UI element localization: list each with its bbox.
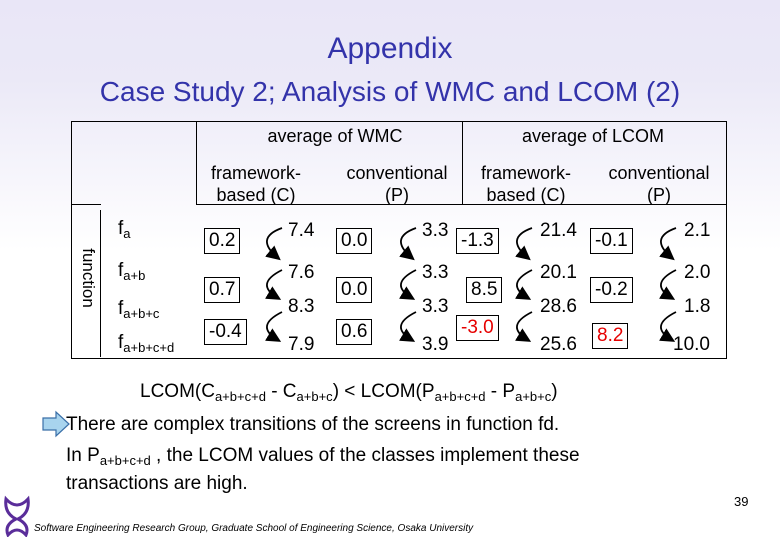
row-label-fa: $f_a$ xyxy=(118,218,131,241)
lcom-p-value-1: 2.1 xyxy=(684,220,711,241)
header-lcom: average of LCOM xyxy=(521,126,665,146)
arrow-lcom-p-2 xyxy=(661,270,676,298)
arrow-wmc-p-2 xyxy=(401,270,416,298)
arrow-wmc-c-1 xyxy=(267,228,282,258)
lcom-p-diff-2: -0.2 xyxy=(590,277,633,303)
header-lcom-framework: framework- based (C) xyxy=(480,163,571,205)
wmc-c-value-2: 7.6 xyxy=(288,262,315,283)
arrow-lcom-c-1 xyxy=(517,228,532,258)
note-line-1: $LCOM(C_{a+b+c+d} - C_{a+b+c})$ < $LCOM(P_{a+b+c+d} - P_{a+b+c})$ xyxy=(140,381,558,404)
wmc-c-value-1: 7.4 xyxy=(288,220,315,241)
arrow-wmc-c-2 xyxy=(267,270,282,298)
row-label-fabcd: $f_{a+b+c+d}$ xyxy=(118,332,175,355)
wmc-p-value-2: 3.3 xyxy=(422,262,449,283)
wmc-p-diff-2: 0.0 xyxy=(336,277,372,303)
header-wmc-framework: framework- based (C) xyxy=(210,163,301,205)
wmc-c-diff-3: -0.4 xyxy=(204,319,247,345)
lcom-c-value-1: 21.4 xyxy=(540,220,577,241)
arrow-lcom-c-2 xyxy=(517,270,532,298)
wmc-p-diff-1: 0.0 xyxy=(336,228,372,254)
lcom-p-diff-1: -0.1 xyxy=(590,228,633,254)
arrow-wmc-p-1 xyxy=(401,228,416,258)
wmc-p-value-3: 3.3 xyxy=(422,296,449,317)
header-lcom-conventional: conventional (P) xyxy=(608,163,710,205)
wmc-c-value-4: 7.9 xyxy=(288,334,315,355)
note-line-3: In $P_{a+b+c+d}$ , the LCOM values of the classes implement these xyxy=(66,445,580,468)
wmc-p-value-4: 3.9 xyxy=(422,334,449,355)
slide-title: Appendix xyxy=(327,32,453,65)
lcom-c-value-3: 28.6 xyxy=(540,296,577,317)
lcom-p-value-3: 1.8 xyxy=(684,296,711,317)
note-line-2: There are complex transitions of the screens in function fd. xyxy=(66,414,560,435)
university-logo-icon xyxy=(0,495,34,537)
note-line-4: transactions are high. xyxy=(66,473,248,494)
lcom-c-value-4: 25.6 xyxy=(540,334,577,355)
slide-subtitle: Case Study 2; Analysis of WMC and LCOM (2) xyxy=(99,76,681,107)
function-label: function xyxy=(79,248,98,308)
arrow-lcom-c-3 xyxy=(517,312,532,340)
wmc-p-value-1: 3.3 xyxy=(422,220,449,241)
wmc-c-diff-2: 0.7 xyxy=(204,277,240,303)
wmc-p-diff-3: 0.6 xyxy=(336,319,372,345)
lcom-p-value-4: 10.0 xyxy=(673,334,710,355)
wmc-c-diff-1: 0.2 xyxy=(204,228,240,254)
lcom-c-value-2: 20.1 xyxy=(540,262,577,283)
wmc-c-value-3: 8.3 xyxy=(288,296,315,317)
lcom-c-diff-2: 8.5 xyxy=(466,277,502,303)
row-label-fabc: $f_{a+b+c}$ xyxy=(118,298,160,321)
arrow-lcom-p-1 xyxy=(661,228,676,258)
arrow-wmc-p-3 xyxy=(401,312,416,340)
lcom-c-diff-3: -3.0 xyxy=(456,315,499,341)
footer-text: Software Engineering Research Group, Graduate School of Engineering Science, Osaka University xyxy=(34,523,474,534)
header-wmc: average of WMC xyxy=(267,126,403,146)
lcom-c-diff-1: -1.3 xyxy=(456,228,499,254)
arrow-wmc-c-3 xyxy=(267,312,282,340)
row-label-fab: $f_{a+b}$ xyxy=(118,260,146,283)
page-number: 39 xyxy=(734,494,749,509)
lcom-p-diff-3: 8.2 xyxy=(592,323,628,349)
lcom-p-value-2: 2.0 xyxy=(684,262,711,283)
header-wmc-conventional: conventional (P) xyxy=(346,163,448,205)
